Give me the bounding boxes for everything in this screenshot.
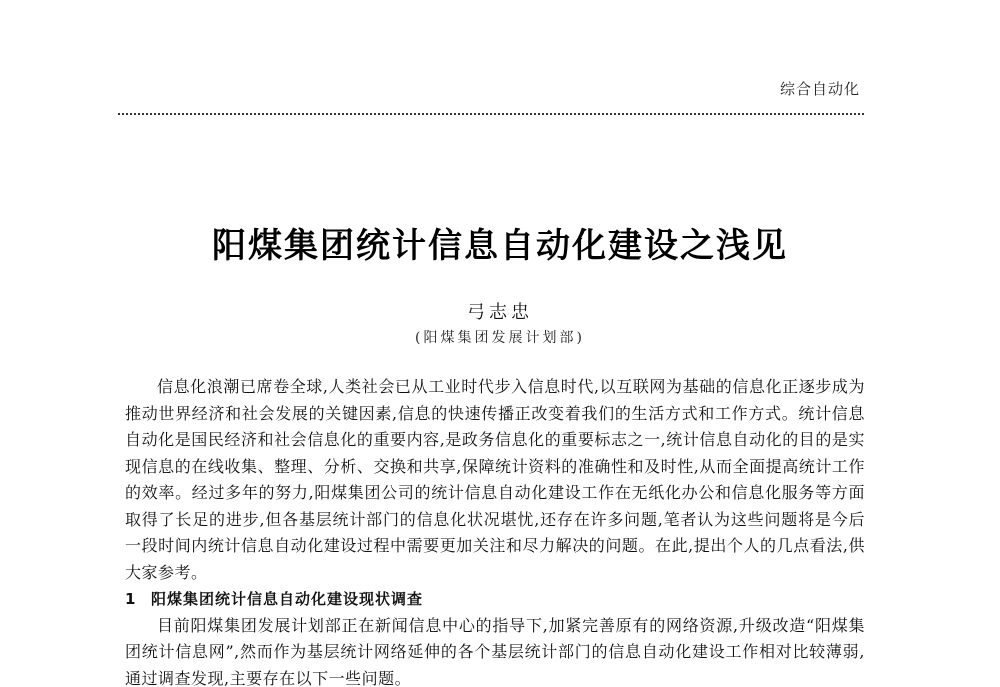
body-paragraph-intro: 信息化浪潮已席卷全球,人类社会已从工业时代步入信息时代,以互联网为基础的信息化正逐步成为推动世界经济和社会发展的关键因素,信息的快速传播正改变着我们的生活方式和工作方式。统计信息自动化是国民经济和社会信息化的重要内容,是政务信息化的重要标志之一,统计信息自动化的目的是实现信息的在线收集、整理、分析、交换和共享,保障统计资料的准确性和及时性,从而全面提高统计工作的效率。经过多年的努力,阳煤集团公司的统计信息自动化建设工作在无纸化办公和信息化服务等方面取得了长足的进步,但各基层统计部门的信息化状况堪忧,还存在许多问题,笔者认为这些问题将是今后一段时间内统计信息自动化建设过程中需要更加关注和尽力解决的问题。在此,提出个人的几点看法,供大家参考。 [125, 377, 865, 582]
article-body [125, 374, 865, 687]
author-affiliation: (阳煤集团发展计划部) [415, 330, 585, 346]
section-number: 1 [125, 590, 137, 608]
article-author: 弓志忠 [467, 302, 533, 323]
body-paragraph-section1: 目前阳煤集团发展计划部正在新闻信息中心的指导下,加紧完善原有的网络资源,升级改造“阳煤集团统计信息网”,然而作为基层统计网络延伸的各个基层统计部门的信息自动化建设工作相对比较薄弱,通过调查发现,主要存在以下一些问题。 [125, 615, 865, 687]
header-divider [118, 113, 864, 115]
article-title: 阳煤集团统计信息自动化建设之浅见 [212, 226, 788, 266]
journal-section-label: 综合自动化 [779, 80, 860, 98]
section-heading [125, 586, 865, 613]
section-title: 阳煤集团统计信息自动化建设现状调查 [151, 590, 424, 608]
